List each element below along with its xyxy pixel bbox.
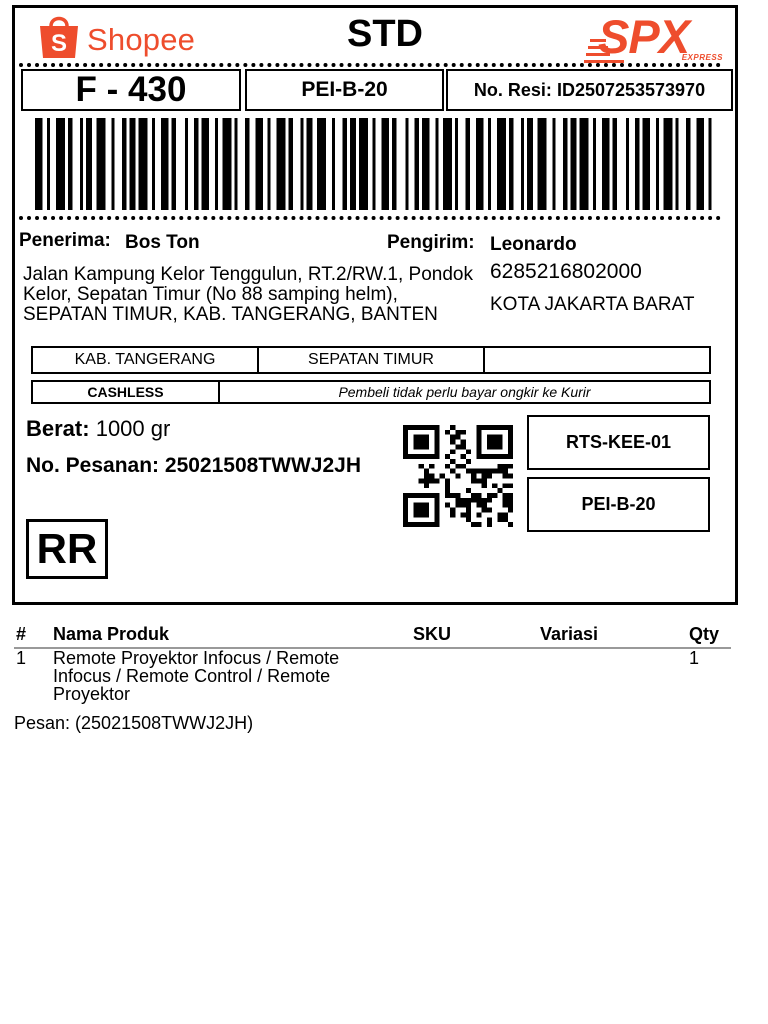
sender-phone: 6285216802000 bbox=[490, 260, 642, 283]
weight-label: Berat: bbox=[26, 416, 90, 441]
location-row bbox=[31, 346, 711, 374]
recipient-name: Bos Ton bbox=[125, 232, 200, 253]
shipping-label bbox=[12, 5, 738, 605]
shopee-wordmark: Shopee bbox=[87, 22, 196, 57]
sender-city: KOTA JAKARTA BARAT bbox=[490, 294, 695, 315]
col-header-sku: SKU bbox=[413, 624, 452, 644]
sender-name: Leonardo bbox=[490, 234, 577, 255]
location-regency: KAB. TANGERANG bbox=[33, 348, 259, 372]
sort-code: F - 430 bbox=[75, 70, 187, 109]
weight-line bbox=[26, 416, 170, 442]
row-qty: 1 bbox=[689, 648, 700, 668]
svg-text:S: S bbox=[50, 30, 68, 57]
sender-label: Pengirim: bbox=[387, 232, 475, 253]
spx-express-logo bbox=[588, 10, 723, 67]
tracking-barcode bbox=[35, 118, 715, 210]
express-wordmark: EXPRESS bbox=[681, 53, 723, 62]
recipient-address: Jalan Kampung Kelor Tenggulun, RT.2/RW.1, Pondok Kelor, Sepatan Timur (No 88 samping helm), SEPATAN TIMUR, KAB. TANGERANG, BANTEN bbox=[23, 265, 473, 325]
sort-code-box bbox=[21, 69, 241, 111]
payment-note: Pembeli tidak perlu bayar ongkir ke Kurir bbox=[338, 384, 591, 400]
tracking-box bbox=[446, 69, 733, 111]
hub-code-2: PEI-B-20 bbox=[581, 494, 656, 514]
col-header-product: Nama Produk bbox=[53, 624, 170, 644]
col-header-variant: Variasi bbox=[540, 624, 599, 644]
col-header-no: # bbox=[16, 624, 27, 644]
shopping-bag-icon bbox=[37, 14, 81, 60]
location-extra bbox=[485, 348, 709, 372]
row-product-name: Remote Proyektor Infocus / Remote Infocus / Remote Control / Remote Proyektor bbox=[53, 648, 340, 704]
recipient-label: Penerima: bbox=[19, 230, 111, 251]
return-mark: RR bbox=[26, 519, 108, 579]
order-line bbox=[26, 454, 361, 478]
col-header-qty: Qty bbox=[689, 624, 720, 644]
location-district: SEPATAN TIMUR bbox=[259, 348, 485, 372]
tracking-label: No. Resi: bbox=[473, 79, 552, 100]
order-label: No. Pesanan: bbox=[26, 454, 160, 477]
payment-method: CASHLESS bbox=[33, 382, 220, 402]
route-code-box bbox=[527, 415, 710, 470]
spx-wordmark: SPX bbox=[598, 10, 690, 63]
weight-value: 1000 gr bbox=[95, 416, 171, 441]
dotted-divider bbox=[19, 63, 721, 67]
dotted-divider bbox=[19, 216, 721, 220]
qr-code bbox=[403, 425, 513, 527]
hub-code-box bbox=[245, 69, 444, 111]
service-type: STD bbox=[347, 13, 423, 55]
shopee-logo bbox=[37, 14, 217, 62]
tracking-number: ID2507253573970 bbox=[556, 79, 706, 100]
order-message: Pesan: (25021508TWWJ2JH) bbox=[14, 713, 254, 733]
route-code: RTS-KEE-01 bbox=[565, 432, 672, 452]
hub-code: PEI-B-20 bbox=[301, 78, 388, 101]
payment-row bbox=[31, 380, 711, 404]
order-number: 25021508TWWJ2JH bbox=[164, 454, 361, 477]
row-no: 1 bbox=[16, 648, 27, 668]
hub-code-box-2 bbox=[527, 477, 710, 532]
